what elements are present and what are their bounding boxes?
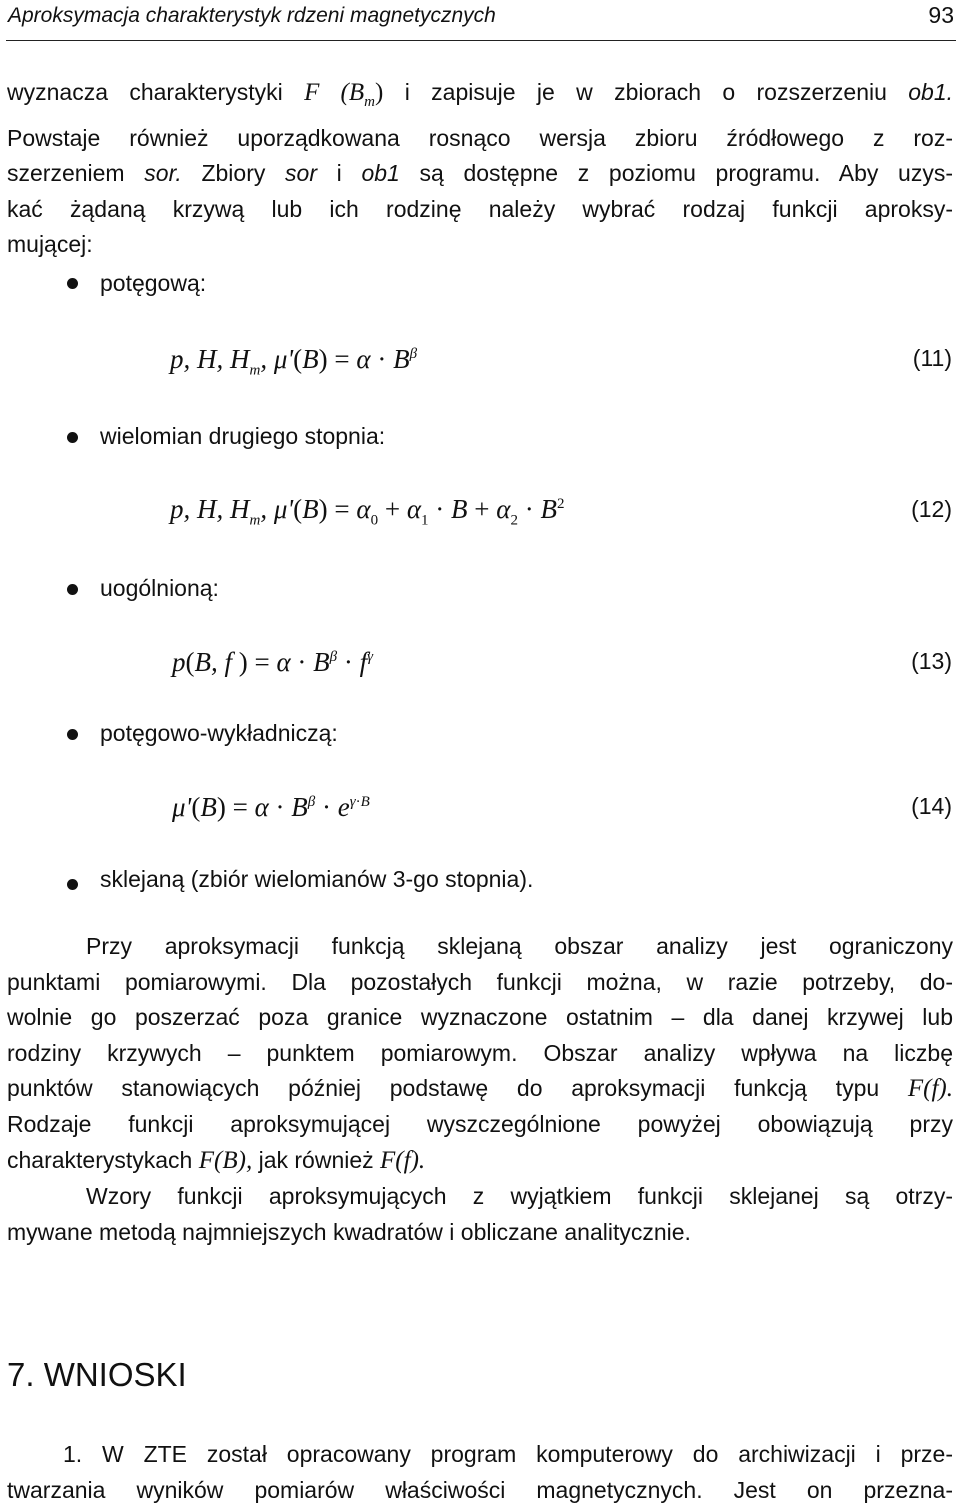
equation-14: $\mu'(B) = \alpha \cdot B^\beta \cdot e^{\gamma\cdot B}$ [172, 792, 370, 822]
conclusions-paragraph [7, 1437, 953, 1508]
formula-F-f: F(f). [907, 1075, 954, 1103]
bullet-dot [67, 729, 78, 740]
body-line-5: punktów stanowiących później podstawę do aproksymacji funkcją typu F(f). [7, 1075, 954, 1103]
intro-line-3: szerzeniem sor. Zbiory sor i ob1 są dostępne z poziomu programu. Aby uzys- [7, 160, 954, 187]
bullet-power-exponential: potęgowo-wykładniczą: [100, 720, 338, 746]
equation-12: p, H, $H_m$, $\mu'(B) = \alpha_0 + \alpha_1 \cdot B + \alpha_2 \cdot B^2$ [170, 494, 565, 529]
body-line-8: Wzory funkcji aproksymujących z wyjątkiem funkcji sklejanej są otrzy- [86, 1183, 953, 1209]
intro-line-2: Powstaje również uporządkowana rosnąco wersja zbioru źródłowego z roz- [7, 124, 953, 151]
bullet-spline: sklejaną (zbiór wielomianów 3-go stopnia). [100, 866, 534, 892]
bullet-generalized: uogólnioną: [100, 575, 219, 601]
body-line-1: Przy aproksymacji funkcją sklejaną obszar analizy jest ograniczony [86, 933, 953, 959]
equation-number-13: (13) [911, 648, 952, 674]
equation-number-11: (11) [912, 345, 952, 371]
intro-line-5: mującej: [7, 231, 93, 258]
formula-F-B: F(B), [198, 1146, 253, 1174]
body-line-7: charakterystykach F(B), jak również F(f). [7, 1146, 426, 1174]
formula-F-Bm: F $(B_m)$ [304, 79, 384, 110]
equation-13: p(B, f ) = $\alpha \cdot B^\beta \cdot f^\gamma$ [172, 647, 374, 677]
body-line-2: punktami pomiarowymi. Dla pozostałych funkcji można, w razie potrzeby, do- [7, 968, 953, 995]
conclusion-line-2: twarzania wyników pomiarów właściwości magnetycznych. Jest on przezna- [7, 1476, 953, 1503]
formula-F-f: F(f). [380, 1146, 426, 1174]
bullet-dot [67, 278, 78, 289]
bullet-dot [67, 432, 78, 443]
intro-line-1: wyznacza charakterystyki F $(B_m)$ i zapisuje je w zbiorach o rozszerzeniu ob1. [7, 79, 954, 110]
page-header [6, 0, 956, 41]
intro-paragraph [7, 75, 953, 263]
page-number: 93 [928, 2, 954, 28]
body-line-6: Rodzaje funkcji aproksymującej wyszczególnione powyżej obowiązują przy [7, 1110, 953, 1137]
bullet-dot [67, 879, 78, 890]
equation-number-12: (12) [911, 496, 952, 522]
running-title: Aproksymacja charakterystyk rdzeni magnetycznych [8, 4, 496, 27]
section-heading: 7. WNIOSKI [7, 1356, 187, 1393]
body-line-3: wolnie go poszerzać poza granice wyznaczone ostatnim – dla danej krzywej lub [7, 1004, 953, 1031]
body-line-9: mywane metodą najmniejszych kwadratów i obliczane analitycznie. [7, 1218, 691, 1245]
bullet-power: potęgową: [100, 270, 207, 296]
body-line-4: rodziny krzywych – punktem pomiarowym. Obszar analizy wpływa na liczbę [7, 1039, 953, 1066]
body-paragraph-2 [7, 1179, 953, 1250]
intro-line-4: kać żądaną krzywą lub ich rodzinę należy wybrać rodzaj funkcji aproksy- [7, 195, 953, 222]
conclusion-line-1: 1. W ZTE został opracowany program komputerowy do archiwizacji i prze- [63, 1441, 953, 1467]
body-paragraph-1 [7, 929, 953, 1178]
equation-11: p, H, $H_m$, $\mu'(B) = \alpha \cdot B^\beta$ [170, 344, 418, 379]
bullet-polynomial: wielomian drugiego stopnia: [100, 423, 386, 449]
equation-number-14: (14) [911, 793, 952, 819]
bullet-dot [67, 584, 78, 595]
